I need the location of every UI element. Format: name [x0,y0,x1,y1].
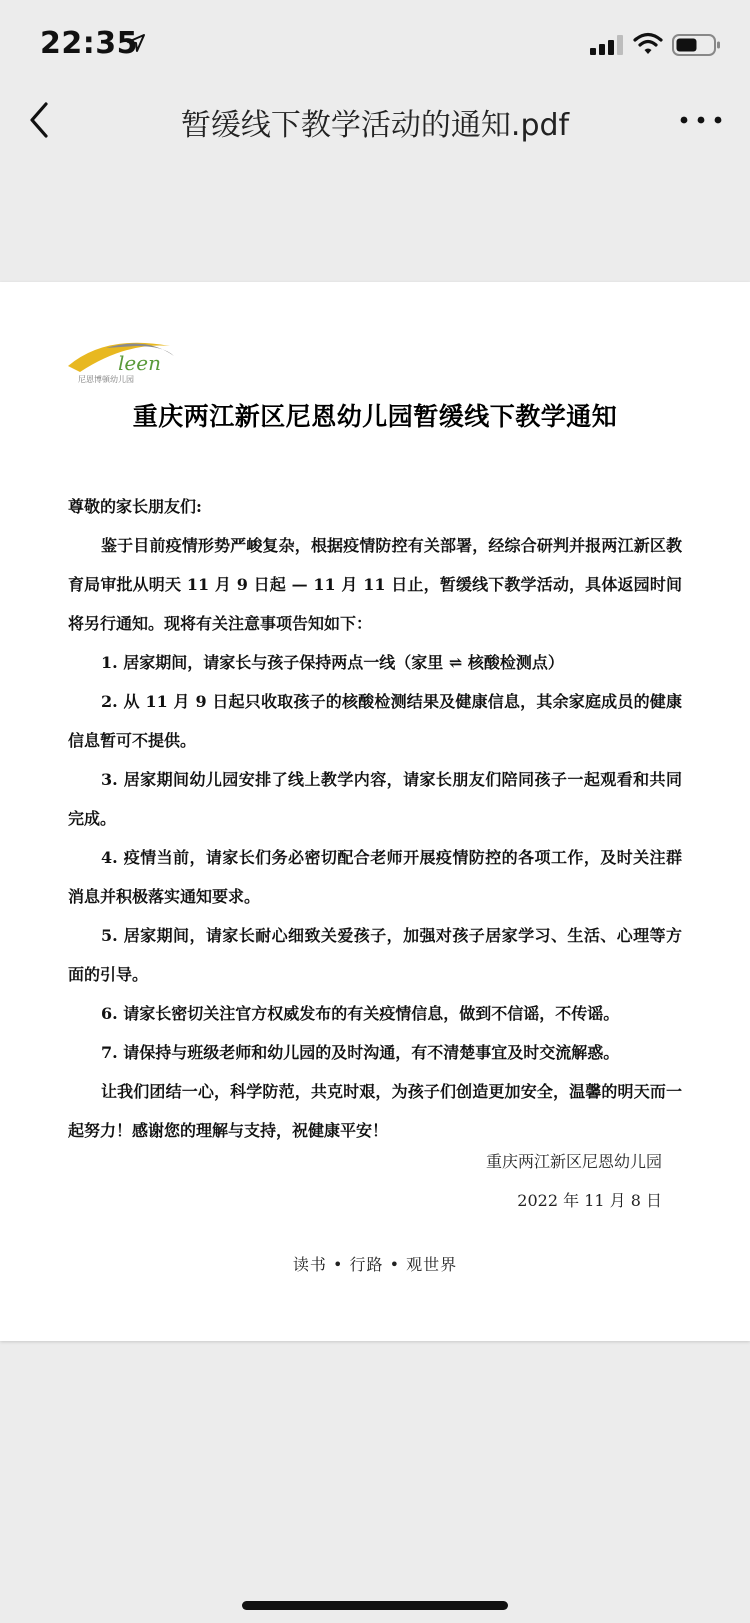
list-item: 4. 疫情当前，请家长们务必密切配合老师开展疫情防控的各项工作，及时关注群消息并积极落实通知要求。 [68,848,682,906]
list-item: 2. 从 11 月 9 日起只收取孩子的核酸检测结果及健康信息，其余家庭成员的健康信息暂可不提供。 [68,692,682,750]
closing-paragraph: 让我们团结一心，科学防范，共克时艰，为孩子们创造更加安全，温馨的明天而一起努力！感谢您的理解与支持，祝健康平安！ [68,1082,682,1140]
salutation: 尊敬的家长朋友们: [68,497,202,516]
nav-bar [0,80,750,160]
document-footer: 读书 • 行路 • 观世界 [292,1255,458,1274]
list-item: 5. 居家期间，请家长耐心细致关爱孩子，加强对孩子居家学习、生活、心理等方面的引导。 [68,926,682,984]
wifi-icon [633,32,663,56]
paragraph: 鉴于目前疫情形势严峻复杂，根据疫情防控有关部署，经综合研判并报两江新区教育局审批从明天 11 月 9 日起 — 11 月 11 日止，暂缓线下教学活动，具体返园时间将另行通知。现将有关注意事项告知如下： [68,536,682,633]
status-bar [0,0,750,90]
logo-subtext: 尼恩博頓幼儿园 [78,375,134,384]
status-time: 22:35 [40,26,138,61]
pdf-page[interactable] [0,282,750,1341]
list-item: 7. 请保持与班级老师和幼儿园的及时沟通，有不清楚事宜及时交流解惑。 [101,1043,620,1062]
signature-org: 重庆两江新区尼恩幼儿园 [485,1152,662,1171]
kindergarten-logo [66,332,186,384]
cellular-signal-icon [590,34,624,56]
location-arrow-icon [126,33,146,53]
logo-text: leen [118,351,161,375]
list-item: 1. 居家期间，请家长与孩子保持两点一线（家里 ⇌ 核酸检测点） [101,653,564,672]
document-body [68,487,682,1150]
more-options-icon[interactable] [676,104,726,136]
document-title: 重庆两江新区尼恩幼儿园暂缓线下教学通知 [132,402,618,431]
signature-date: 2022 年 11 月 8 日 [517,1191,662,1210]
home-indicator[interactable] [242,1601,508,1610]
list-item: 3. 居家期间幼儿园安排了线上教学内容，请家长朋友们陪同孩子一起观看和共同完成。 [68,770,682,828]
list-item: 6. 请家长密切关注官方权威发布的有关疫情信息，做到不信谣，不传谣。 [101,1004,620,1023]
battery-icon [672,33,722,57]
signature [486,1142,662,1220]
back-chevron-icon[interactable] [22,96,62,144]
nav-title: 暂缓线下教学活动的通知.pdf [180,108,570,143]
